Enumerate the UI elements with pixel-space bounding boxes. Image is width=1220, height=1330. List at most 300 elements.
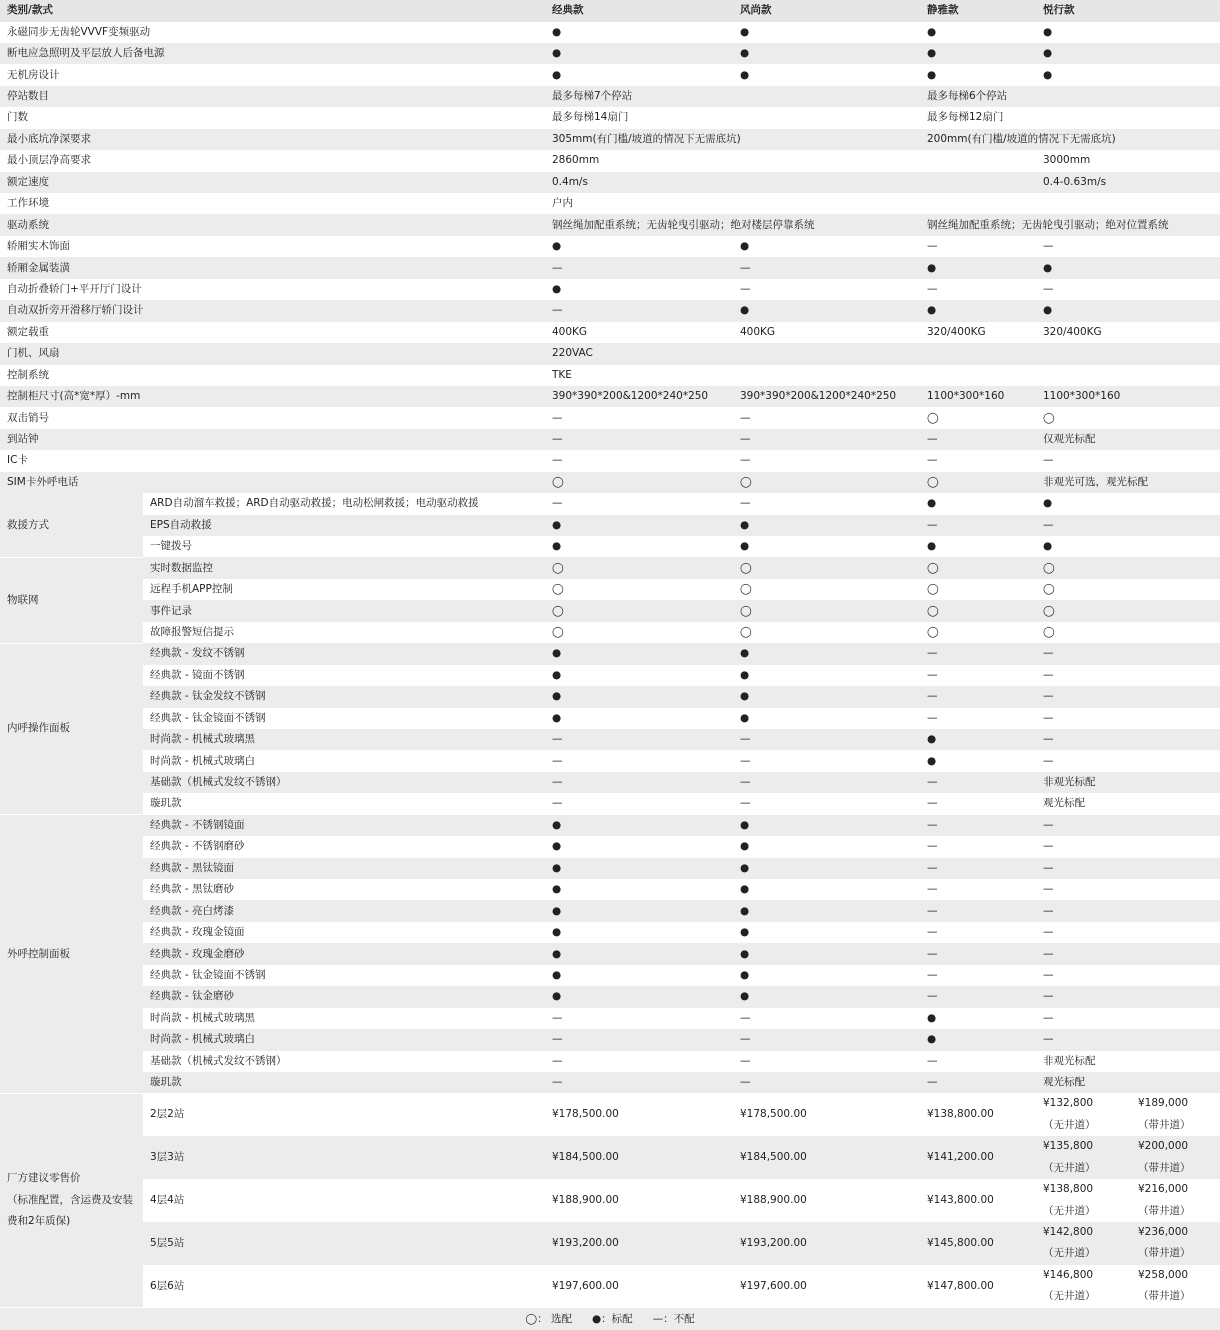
price-line: （带井道） [1138, 1247, 1191, 1260]
row-label: 驱动系统 [0, 214, 545, 235]
table-row [0, 750, 1220, 771]
price-value: ¥178,500.00 [740, 1108, 807, 1121]
cell-value: — [1043, 883, 1054, 896]
price-label-line: （标准配置，含运费及安装 [7, 1193, 133, 1206]
cell-value: 1100*300*160 [1036, 386, 1220, 407]
table-row [0, 322, 1220, 343]
cell-value: — [733, 429, 920, 450]
cell-value: — [733, 772, 920, 793]
price-row [0, 1136, 1220, 1179]
cell-value: ● [552, 926, 562, 939]
cell-span-left: 0.4m/s [545, 172, 1036, 193]
price-floor-label: 2层2站 [150, 1108, 185, 1121]
row-label: 轿厢金属装潢 [0, 257, 545, 278]
cell-value: ● [740, 68, 750, 81]
row-label: 工作环境 [7, 197, 49, 210]
cell-value: ◯ [545, 472, 733, 493]
price-group-label [0, 1093, 143, 1307]
cell-value: ● [552, 711, 562, 724]
cell-value: — [740, 1054, 751, 1067]
price-line: （带井道） [1138, 1161, 1191, 1174]
table-row [0, 129, 1220, 150]
price-floor-label: 4层4站 [150, 1194, 185, 1207]
table-row [0, 172, 1220, 193]
cell-value: 非观光标配 [1043, 1054, 1096, 1067]
price-row [0, 1222, 1220, 1265]
table-row [0, 214, 1220, 235]
cell-value: ● [545, 900, 733, 921]
cell-value: ◯ [1043, 625, 1055, 638]
cell-span-left: 钢丝绳加配重系统；无齿轮曳引驱动；绝对楼层停靠系统 [545, 214, 920, 235]
row-label: 断电应急照明及平层放人后备电源 [0, 43, 545, 64]
sub-label: 经典款 - 玫瑰金镜面 [150, 926, 245, 939]
cell-value: — [1043, 1011, 1054, 1024]
price-floor-label: 5层5站 [143, 1222, 545, 1265]
sub-label: EPS自动救援 [143, 515, 545, 536]
cell-value: ● [740, 240, 750, 253]
table-row [0, 622, 1220, 643]
table-row [0, 729, 1220, 750]
cell-value: 仅观光标配 [1036, 429, 1220, 450]
legend-item: ●：标配 [591, 1312, 633, 1325]
table-row [0, 515, 1220, 536]
table-row [0, 686, 1220, 707]
row-label: IC卡 [7, 454, 28, 467]
cell-value: ● [740, 668, 750, 681]
sub-label: 一键拨号 [150, 540, 192, 553]
legend-item: —：不配 [652, 1312, 695, 1325]
header-model-0: 经典款 [545, 0, 733, 22]
cell-span-right: 最多每梯6个停站 [920, 86, 1220, 107]
price-floor-label: 6层6站 [150, 1279, 185, 1292]
table-row [0, 429, 1220, 450]
cell-value: — [920, 643, 1036, 664]
sub-label: 时尚款 - 机械式玻璃黑 [150, 1011, 255, 1024]
table-row [0, 815, 1220, 836]
cell-value: — [1036, 1029, 1220, 1050]
cell-value: ● [552, 282, 562, 295]
cell-value: ● [740, 926, 750, 939]
sub-label: 经典款 - 钛金发纹不锈钢 [143, 686, 545, 707]
table-row [0, 257, 1220, 278]
table-row [0, 493, 1220, 514]
price-label-line: 费和2年质保) [7, 1215, 71, 1228]
price-value-with-shaft [1131, 1179, 1220, 1222]
cell-span-full: 220VAC [545, 343, 1220, 364]
cell-value: 320/400KG [1043, 325, 1102, 338]
cell-value: ◯ [920, 472, 1036, 493]
cell-value: — [927, 282, 938, 295]
cell-value: ● [920, 1029, 1036, 1050]
cell-value: ● [920, 300, 1036, 321]
table-row [0, 1051, 1220, 1072]
table-row [0, 772, 1220, 793]
row-label: 控制柜尺寸(高*宽*厚）-mm [0, 386, 545, 407]
sub-label: 经典款 - 钛金镜面不锈钢 [150, 711, 266, 724]
cell-value: ● [927, 1011, 937, 1024]
cell-value: — [920, 943, 1036, 964]
header-category: 类别/款式 [0, 0, 545, 22]
cell-value: — [740, 797, 751, 810]
row-label: 额定载重 [7, 325, 49, 338]
cell-value: ● [920, 257, 1036, 278]
header-model-3: 悦行款 [1036, 0, 1220, 22]
cell-value: — [1036, 643, 1220, 664]
table-row [0, 64, 1220, 85]
sub-label: 璇玑款 [143, 1072, 545, 1093]
cell-value: ● [733, 986, 920, 1007]
cell-value: ● [552, 240, 562, 253]
cell-span-right: 200mm(有门槛/坡道的情况下无需底坑) [920, 129, 1220, 150]
price-value: ¥141,200.00 [920, 1136, 1036, 1179]
table-row [0, 1008, 1220, 1029]
cell-value: ◯ [927, 583, 939, 596]
cell-value: ● [1043, 540, 1053, 553]
cell-value: 400KG [740, 325, 776, 338]
cell-value: — [1043, 454, 1054, 467]
cell-value: — [1043, 240, 1054, 253]
row-label: 停站数目 [0, 86, 545, 107]
cell-value: ● [1036, 43, 1220, 64]
row-label: 最小顶层净高要求 [7, 154, 91, 167]
row-label: 控制系统 [7, 368, 49, 381]
price-row [0, 1265, 1220, 1308]
table-row [0, 986, 1220, 1007]
sub-label: 经典款 - 不锈钢磨砂 [150, 840, 245, 853]
group-label: 救援方式 [0, 493, 143, 557]
table-row [0, 536, 1220, 557]
cell-value: ● [1036, 300, 1220, 321]
cell-value: — [1036, 986, 1220, 1007]
table-row [0, 22, 1220, 43]
cell-value: 观光标配 [1036, 1072, 1220, 1093]
price-value: ¥188,900.00 [740, 1194, 807, 1207]
cell-value: ● [1043, 25, 1053, 38]
price-line: ¥189,000 [1138, 1097, 1189, 1110]
cell-value: — [1043, 968, 1054, 981]
price-value-with-shaft [1131, 1093, 1220, 1136]
sub-label: 经典款 - 发纹不锈钢 [143, 643, 545, 664]
cell-value: ● [733, 686, 920, 707]
cell-value: 1100*300*160 [920, 386, 1036, 407]
price-value-with-shaft [1131, 1222, 1220, 1265]
legend [0, 1308, 1220, 1330]
cell-value: ● [552, 840, 562, 853]
cell-value: ● [927, 497, 937, 510]
cell-value: — [1036, 943, 1220, 964]
cell-value: ◯ [545, 600, 733, 621]
cell-value: 390*390*200&1200*240*250 [545, 386, 733, 407]
cell-value: — [1036, 515, 1220, 536]
table-row [0, 965, 1220, 986]
cell-value: ● [545, 686, 733, 707]
cell-value: — [920, 686, 1036, 707]
cell-value: — [920, 429, 1036, 450]
header-model-1: 风尚款 [733, 0, 920, 22]
row-label: 门机、风扇 [0, 343, 545, 364]
cell-value: — [920, 1072, 1036, 1093]
cell-value: ◯ [927, 625, 939, 638]
sub-label: 实时数据监控 [143, 557, 545, 578]
cell-value: ◯ [920, 557, 1036, 578]
sub-label: 时尚款 - 机械式玻璃白 [150, 754, 255, 767]
price-line: ¥146,800 [1043, 1268, 1094, 1281]
cell-value: — [740, 454, 751, 467]
sub-label: 基础款（机械式发纹不锈钢） [143, 772, 545, 793]
table-row [0, 193, 1220, 214]
cell-value: ● [1043, 68, 1053, 81]
cell-span-full: TKE [552, 368, 572, 381]
cell-value: ● [552, 883, 562, 896]
cell-value: — [740, 497, 751, 510]
table-row [0, 557, 1220, 578]
price-line: （无井道） [1043, 1118, 1096, 1131]
cell-value: — [733, 257, 920, 278]
cell-span-left: 最多每梯14扇门 [552, 111, 629, 124]
price-line: ¥258,000 [1138, 1268, 1189, 1281]
cell-value: — [1036, 729, 1220, 750]
price-line: （无井道） [1043, 1204, 1096, 1217]
table-row [0, 793, 1220, 814]
price-value-no-shaft [1036, 1136, 1131, 1179]
table-row [0, 279, 1220, 300]
cell-value: — [545, 729, 733, 750]
cell-span-right: 3000mm [1043, 154, 1091, 167]
sub-label: 经典款 - 镜面不锈钢 [150, 668, 245, 681]
sub-label: 经典款 - 不锈钢镜面 [143, 815, 545, 836]
cell-value: — [1043, 668, 1054, 681]
price-line: ¥216,000 [1138, 1183, 1189, 1196]
table-row [0, 86, 1220, 107]
cell-value: — [927, 883, 938, 896]
header-model-2: 静雅款 [920, 0, 1036, 22]
table-row [0, 365, 1220, 386]
price-label-line: 厂方建议零售价 [7, 1172, 81, 1185]
cell-value: — [545, 300, 733, 321]
table-row [0, 1072, 1220, 1093]
row-label: 双击销号 [7, 411, 49, 424]
cell-value: — [552, 797, 563, 810]
cell-span-left: 305mm(有门槛/坡道的情况下无需底坑) [545, 129, 920, 150]
price-value-no-shaft [1036, 1179, 1131, 1222]
sub-label: 故障报警短信提示 [150, 625, 234, 638]
sub-label: 远程手机APP控制 [150, 583, 233, 596]
table-row [0, 472, 1220, 493]
table-row [0, 922, 1220, 943]
cell-value: — [927, 240, 938, 253]
cell-value: ● [733, 300, 920, 321]
table-row [0, 579, 1220, 600]
group-label: 外呼控制面板 [0, 815, 143, 1094]
row-label: 无机房设计 [7, 68, 60, 81]
cell-value: ◯ [545, 557, 733, 578]
cell-value: — [920, 858, 1036, 879]
price-line: （无井道） [1043, 1161, 1096, 1174]
cell-value: ● [545, 643, 733, 664]
cell-span-left: 2860mm [552, 154, 600, 167]
cell-value: ● [545, 986, 733, 1007]
cell-value: — [545, 1029, 733, 1050]
cell-value: — [927, 711, 938, 724]
price-value: ¥184,500.00 [733, 1136, 920, 1179]
table-row [0, 836, 1220, 857]
cell-value: ◯ [927, 411, 939, 424]
cell-value: ● [927, 754, 937, 767]
cell-value: ● [545, 943, 733, 964]
price-floor-label: 3层3站 [143, 1136, 545, 1179]
cell-value: — [927, 926, 938, 939]
price-line: ¥236,000 [1138, 1226, 1189, 1239]
price-line: ¥200,000 [1138, 1140, 1189, 1153]
table-row [0, 665, 1220, 686]
sub-label: 事件记录 [143, 600, 545, 621]
cell-value: — [1036, 815, 1220, 836]
sub-label: 经典款 - 玫瑰金磨砂 [143, 943, 545, 964]
cell-value: — [1043, 754, 1054, 767]
price-line: ¥138,800 [1043, 1183, 1094, 1196]
cell-value: ◯ [733, 600, 920, 621]
table-row [0, 600, 1220, 621]
price-row [0, 1093, 1220, 1136]
table-row [0, 708, 1220, 729]
table-row [0, 900, 1220, 921]
price-value-no-shaft [1036, 1222, 1131, 1265]
cell-value: 390*390*200&1200*240*250 [733, 386, 920, 407]
cell-value: — [1043, 840, 1054, 853]
table-header-row [0, 0, 1220, 22]
price-value-no-shaft [1036, 1093, 1131, 1136]
sub-label: 经典款 - 钛金磨砂 [143, 986, 545, 1007]
cell-value: ◯ [552, 583, 564, 596]
cell-value: 非观光可选，观光标配 [1036, 472, 1220, 493]
table-row [0, 450, 1220, 471]
price-line: （带井道） [1138, 1290, 1191, 1303]
cell-value: ● [552, 540, 562, 553]
row-label: 最小底坑净深要求 [0, 129, 545, 150]
sub-label: 经典款 - 黑钛镜面 [143, 858, 545, 879]
price-line: ¥142,800 [1043, 1226, 1094, 1239]
cell-value: — [927, 797, 938, 810]
table-row [0, 343, 1220, 364]
cell-value: ◯ [1043, 411, 1055, 424]
price-value-with-shaft [1131, 1265, 1220, 1308]
cell-span-left: 最多每梯7个停站 [545, 86, 920, 107]
price-value: ¥193,200.00 [733, 1222, 920, 1265]
cell-value: ● [920, 729, 1036, 750]
cell-value: ● [920, 43, 1036, 64]
row-label: 永磁同步无齿轮VVVF变频驱动 [7, 25, 151, 38]
cell-value: ● [552, 968, 562, 981]
cell-value: 320/400KG [927, 325, 986, 338]
cell-value: — [927, 1054, 938, 1067]
price-line: （无井道） [1043, 1247, 1096, 1260]
table-row [0, 43, 1220, 64]
table-row [0, 879, 1220, 900]
sub-label: 经典款 - 黑钛磨砂 [150, 883, 234, 896]
row-label: 到站钟 [0, 429, 545, 450]
cell-value: — [545, 772, 733, 793]
table-row [0, 858, 1220, 879]
cell-value: — [1043, 711, 1054, 724]
cell-value: ◯ [1043, 583, 1055, 596]
sub-label: 时尚款 - 机械式玻璃白 [143, 1029, 545, 1050]
cell-value: ● [545, 43, 733, 64]
cell-value: ◯ [733, 557, 920, 578]
row-label: 门数 [7, 111, 28, 124]
cell-value: — [552, 754, 563, 767]
cell-value: — [552, 1011, 563, 1024]
price-line: ¥132,800 [1043, 1097, 1094, 1110]
cell-value: ● [733, 43, 920, 64]
cell-value: ● [733, 858, 920, 879]
table-row [0, 300, 1220, 321]
table-row [0, 407, 1220, 428]
cell-value: — [1043, 926, 1054, 939]
cell-value: ● [545, 815, 733, 836]
cell-value: ◯ [740, 583, 752, 596]
cell-value: ◯ [740, 625, 752, 638]
table-row [0, 943, 1220, 964]
cell-value: ● [733, 815, 920, 836]
cell-value: — [927, 454, 938, 467]
table-row [0, 386, 1220, 407]
cell-value: — [733, 1029, 920, 1050]
cell-span-right: 钢丝绳加配重系统；无齿轮曳引驱动；绝对位置系统 [920, 214, 1220, 235]
cell-value: — [552, 411, 563, 424]
cell-value: ◯ [552, 625, 564, 638]
price-value: ¥143,800.00 [927, 1194, 994, 1207]
price-line: （无井道） [1043, 1290, 1096, 1303]
cell-value: — [733, 1072, 920, 1093]
price-line: ¥135,800 [1043, 1140, 1094, 1153]
price-line: （带井道） [1138, 1204, 1191, 1217]
row-label: 自动折叠轿门+平开厅门设计 [7, 282, 142, 295]
cell-value: ● [740, 540, 750, 553]
cell-value: 非观光标配 [1036, 772, 1220, 793]
cell-value: ● [927, 25, 937, 38]
sub-label: 基础款（机械式发纹不锈钢） [150, 1054, 287, 1067]
cell-value: — [920, 900, 1036, 921]
cell-value: ● [733, 643, 920, 664]
cell-value: 400KG [552, 325, 588, 338]
sub-label: 璇玑款 [150, 797, 182, 810]
cell-value: ● [1036, 257, 1220, 278]
cell-value: — [552, 1054, 563, 1067]
cell-value: ● [740, 883, 750, 896]
cell-value: ● [552, 25, 562, 38]
price-value-with-shaft [1131, 1136, 1220, 1179]
price-value: ¥197,600.00 [740, 1279, 807, 1292]
table-row [0, 236, 1220, 257]
row-label: 自动双折旁开滑移厅轿门设计 [0, 300, 545, 321]
cell-value: — [920, 986, 1036, 1007]
cell-value: ● [733, 900, 920, 921]
cell-value: — [1036, 858, 1220, 879]
row-label: 额定速度 [0, 172, 545, 193]
row-label: SIM卡外呼电话 [0, 472, 545, 493]
price-line: （带井道） [1138, 1118, 1191, 1131]
row-label: 轿厢实木饰面 [7, 240, 70, 253]
price-value: ¥145,800.00 [920, 1222, 1036, 1265]
cell-value: ● [545, 858, 733, 879]
cell-value: ● [740, 840, 750, 853]
cell-value: ● [927, 540, 937, 553]
group-label: 物联网 [0, 557, 143, 643]
price-value: ¥197,600.00 [552, 1279, 619, 1292]
cell-span-right: 0.4-0.63m/s [1036, 172, 1220, 193]
cell-value: — [552, 454, 563, 467]
cell-span-right: 最多每梯12扇门 [927, 111, 1004, 124]
